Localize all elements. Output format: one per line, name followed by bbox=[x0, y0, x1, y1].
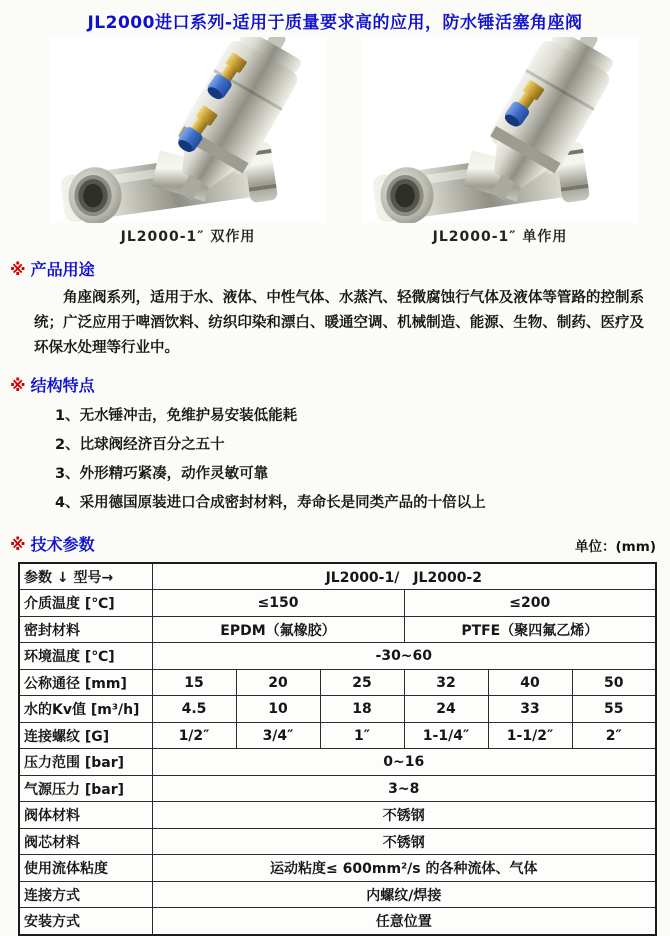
section-usage-title: 产品用途 bbox=[30, 260, 95, 279]
page-title: JL2000进口系列-适用于质量要求高的应用，防水锤活塞角座阀 bbox=[87, 13, 583, 33]
feature-item: 4、采用德国原装进口合成密封材料，寿命长是同类产品的十倍以上 bbox=[55, 494, 486, 511]
value-cell: 1/2″ bbox=[152, 722, 236, 749]
table-row bbox=[19, 590, 656, 617]
row-label-cell: 密封材料 bbox=[19, 616, 152, 643]
table-row bbox=[19, 643, 656, 670]
value-cell: 24 bbox=[404, 696, 488, 723]
value-cell: ≤150 bbox=[152, 590, 404, 617]
photo-caption-single-acting: JL2000-1″ 单作用 bbox=[432, 229, 568, 245]
table-row bbox=[19, 855, 656, 882]
table-row bbox=[19, 908, 656, 935]
value-cell: 任意位置 bbox=[152, 908, 656, 935]
specs-table-body bbox=[19, 563, 656, 935]
product-photos-row bbox=[0, 33, 670, 245]
row-label-cell: 气源压力 [bar] bbox=[19, 775, 152, 802]
section-usage-header bbox=[10, 257, 660, 280]
value-cell: 1″ bbox=[320, 722, 404, 749]
photo-caption-double-acting: JL2000-1″ 双作用 bbox=[120, 229, 256, 245]
value-cell: ≤200 bbox=[404, 590, 656, 617]
row-label-cell: 阀芯材料 bbox=[19, 828, 152, 855]
value-cell: EPDM（氟橡胶） bbox=[152, 616, 404, 643]
value-cell: 运动粘度≤ 600mm²/s 的各种流体、气体 bbox=[152, 855, 656, 882]
table-row bbox=[19, 749, 656, 776]
asterisk-marker: ※ bbox=[10, 375, 26, 395]
valve-photo-single-acting bbox=[362, 37, 638, 223]
row-label-cell: 环境温度 [℃] bbox=[19, 643, 152, 670]
value-cell: 3~8 bbox=[152, 775, 656, 802]
feature-item: 3、外形精巧紧凑，动作灵敏可靠 bbox=[55, 465, 269, 482]
row-label-cell: 阀体材料 bbox=[19, 802, 152, 829]
value-cell: 10 bbox=[236, 696, 320, 723]
row-label-cell: 水的Kv值 [m³/h] bbox=[19, 696, 152, 723]
row-label-cell: 参数 ↓ 型号→ bbox=[19, 563, 152, 590]
row-label-cell: 连接方式 bbox=[19, 881, 152, 908]
product-figure-double-acting bbox=[48, 37, 328, 245]
row-label-cell: 公称通径 [mm] bbox=[19, 669, 152, 696]
row-label-cell: 连接螺纹 [G] bbox=[19, 722, 152, 749]
value-cell: -30~60 bbox=[152, 643, 656, 670]
value-cell: 40 bbox=[488, 669, 572, 696]
unit-note: 单位：(mm) bbox=[575, 538, 656, 555]
value-cell: 0~16 bbox=[152, 749, 656, 776]
table-row bbox=[19, 828, 656, 855]
table-row bbox=[19, 775, 656, 802]
value-cell: 32 bbox=[404, 669, 488, 696]
table-row bbox=[19, 616, 656, 643]
table-row bbox=[19, 881, 656, 908]
value-cell: 不锈钢 bbox=[152, 802, 656, 829]
features-list bbox=[55, 402, 670, 518]
value-cell: 25 bbox=[320, 669, 404, 696]
value-cell: 18 bbox=[320, 696, 404, 723]
value-cell: 2″ bbox=[572, 722, 656, 749]
valve-photo-double-acting bbox=[50, 37, 326, 223]
section-specs-header-row bbox=[10, 532, 656, 555]
asterisk-marker: ※ bbox=[10, 260, 26, 279]
specs-table bbox=[18, 562, 657, 936]
value-cell: 33 bbox=[488, 696, 572, 723]
value-cell: JL2000-1/ JL2000-2 bbox=[152, 563, 656, 590]
value-cell: PTFE（聚四氟乙烯） bbox=[404, 616, 656, 643]
value-cell: 50 bbox=[572, 669, 656, 696]
table-row bbox=[19, 669, 656, 696]
row-label-cell: 介质温度 [℃] bbox=[19, 590, 152, 617]
feature-item: 2、比球阀经济百分之五十 bbox=[55, 436, 225, 453]
section-specs-title: 技术参数 bbox=[30, 534, 95, 554]
value-cell: 20 bbox=[236, 669, 320, 696]
value-cell: 1-1/2″ bbox=[488, 722, 572, 749]
usage-paragraph: 角座阀系列，适用于水、液体、中性气体、水蒸汽、轻微腐蚀行气体及液体等管路的控制系统；广泛应用于啤酒饮料、纺织印染和漂白、暖通空调、机械制造、能源、生物、制药、医疗及环保水处理等行业中。 bbox=[34, 290, 644, 356]
feature-item: 1、无水锤冲击，免维护易安装低能耗 bbox=[55, 407, 298, 424]
table-row bbox=[19, 802, 656, 829]
value-cell: 内螺纹/焊接 bbox=[152, 881, 656, 908]
value-cell: 1-1/4″ bbox=[404, 722, 488, 749]
value-cell: 3/4″ bbox=[236, 722, 320, 749]
table-row bbox=[19, 696, 656, 723]
section-features-title: 结构特点 bbox=[30, 375, 95, 395]
value-cell: 不锈钢 bbox=[152, 828, 656, 855]
value-cell: 15 bbox=[152, 669, 236, 696]
asterisk-marker: ※ bbox=[10, 534, 26, 554]
table-row bbox=[19, 563, 656, 590]
table-row bbox=[19, 722, 656, 749]
value-cell: 55 bbox=[572, 696, 656, 723]
product-figure-single-acting bbox=[360, 37, 640, 245]
row-label-cell: 压力范围 [bar] bbox=[19, 749, 152, 776]
value-cell: 4.5 bbox=[152, 696, 236, 723]
row-label-cell: 使用流体粘度 bbox=[19, 855, 152, 882]
row-label-cell: 安装方式 bbox=[19, 908, 152, 935]
section-specs-header bbox=[10, 532, 95, 555]
section-features-header bbox=[10, 373, 660, 396]
